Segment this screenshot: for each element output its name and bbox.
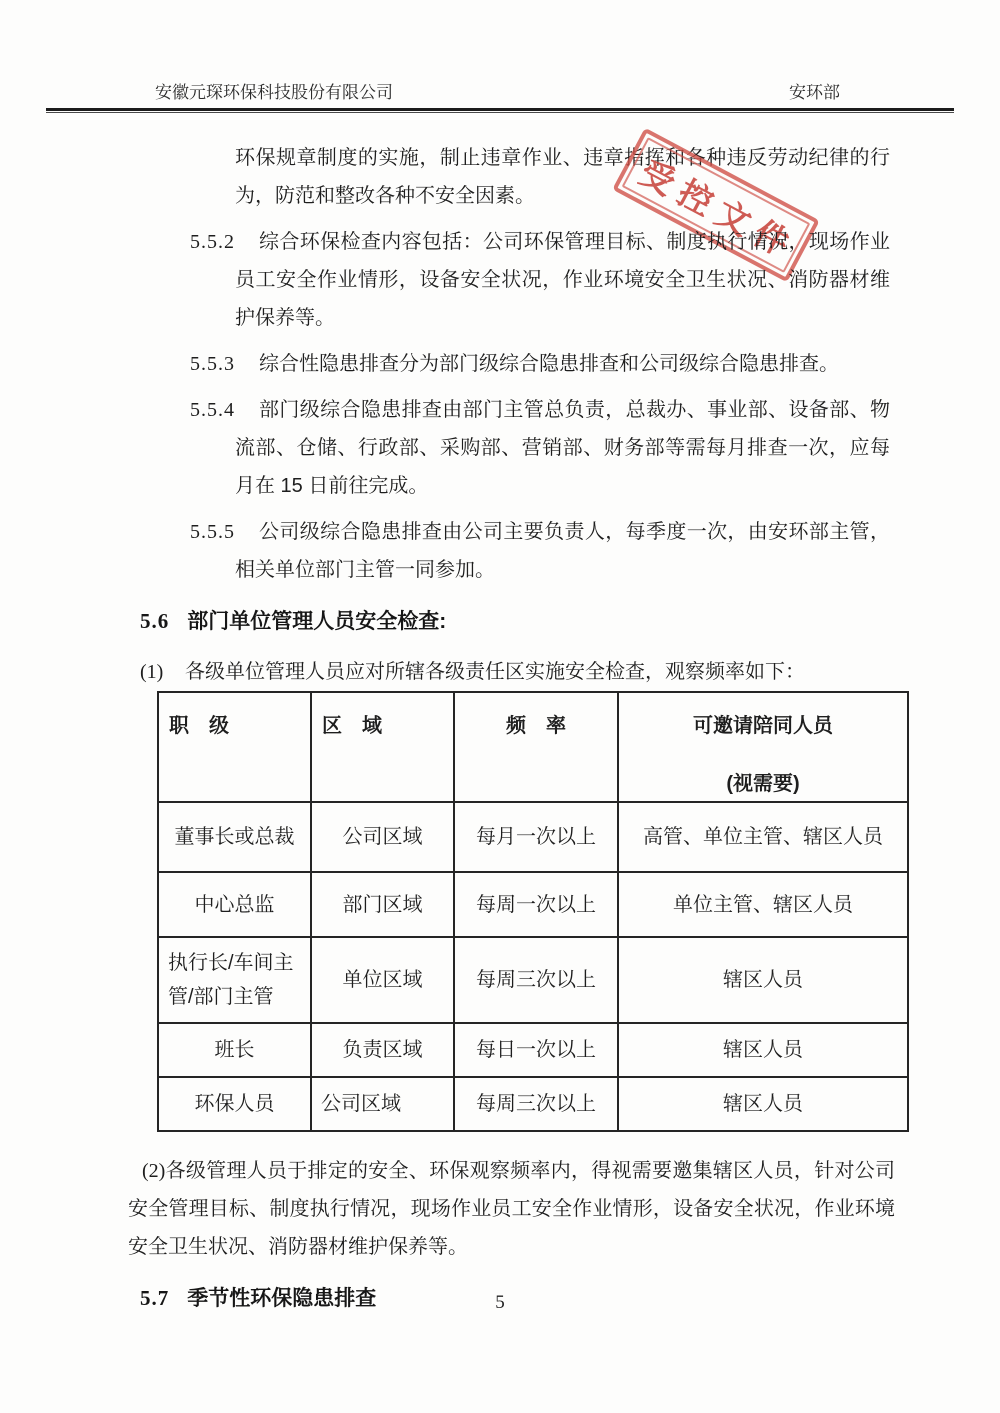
cell-frequency: 每月一次以上 — [454, 802, 618, 872]
cell-rank: 中心总监 — [158, 872, 311, 937]
cell-companions: 辖区人员 — [618, 937, 908, 1023]
clause-5-5-2 — [190, 223, 890, 337]
cell-rank: 董事长或总裁 — [158, 802, 311, 872]
header-cell-frequency: 频 率 — [454, 692, 618, 802]
cell-frequency: 每周一次以上 — [454, 872, 618, 937]
section-title: 季节性环保隐患排查 — [187, 1287, 377, 1310]
clause-5-5-4 — [190, 391, 890, 505]
list-item-2 — [128, 1152, 895, 1266]
clause-5-5-5 — [190, 513, 890, 589]
cell-companions: 辖区人员 — [618, 1023, 908, 1077]
clause-text: 公司级综合隐患排查由公司主要负责人，每季度一次，由安环部主管，相关单位部门主管一同参加。 — [235, 521, 890, 581]
cell-frequency: 每周三次以上 — [454, 937, 618, 1023]
cell-rank: 环保人员 — [158, 1077, 311, 1131]
cell-area: 部门区域 — [311, 872, 454, 937]
header-cell-rank: 职 级 — [158, 692, 311, 802]
header-cell-area: 区 域 — [311, 692, 454, 802]
list-text: 各级管理人员于排定的安全、环保观察频率内，得视需要邀集辖区人员，针对公司安全管理目标、制度执行情况，现场作业员工安全作业情形，设备安全状况，作业环境安全卫生状况、消防器材维护保养等。 — [128, 1160, 895, 1258]
table-row — [158, 1023, 908, 1077]
department-name: 安环部 — [789, 83, 840, 102]
page-number: 5 — [495, 1292, 505, 1313]
clause-number: 5.5.5 — [190, 521, 235, 543]
section-number: 5.7 — [140, 1286, 170, 1310]
cell-area: 公司区域 — [311, 1077, 454, 1131]
clause-text: 综合性隐患排查分为部门级综合隐患排查和公司级综合隐患排查。 — [259, 353, 839, 375]
header-companions-line1: 可邀请陪同人员 — [693, 715, 833, 737]
clause-5-5-3 — [190, 345, 890, 383]
company-name: 安徽元琛环保科技股份有限公司 — [155, 83, 393, 102]
clause-number: 5.5.3 — [190, 353, 235, 375]
table-row — [158, 802, 908, 872]
cell-area: 公司区域 — [311, 802, 454, 872]
cell-rank: 执行长/车间主管/部门主管 — [158, 937, 311, 1023]
cell-area: 负责区域 — [311, 1023, 454, 1077]
list-item-1 — [140, 653, 890, 691]
clause-number: 5.5.4 — [190, 399, 235, 421]
table-header-row — [158, 692, 908, 802]
list-marker: (2) — [142, 1160, 166, 1182]
table-row — [158, 937, 908, 1023]
list-text: 各级单位管理人员应对所辖各级责任区实施安全检查，观察频率如下： — [185, 661, 805, 683]
clause-text: 部门级综合隐患排查由部门主管总负责，总裁办、事业部、设备部、物流部、仓储、行政部、采购部、营销部、财务部等需每月排查一次，应每月在 15 日前往完成。 — [235, 399, 890, 497]
section-title: 部门单位管理人员安全检查: — [187, 610, 447, 633]
document-header — [0, 0, 1000, 108]
header-companions-line2: (视需要) — [726, 773, 800, 795]
header-cell-companions — [618, 692, 908, 802]
cell-companions: 单位主管、辖区人员 — [618, 872, 908, 937]
clause-number: 5.5.2 — [190, 231, 235, 253]
cell-frequency: 每日一次以上 — [454, 1023, 618, 1077]
header-divider — [46, 108, 954, 113]
section-heading-5-6 — [140, 605, 890, 635]
table-row — [158, 872, 908, 937]
cell-area: 单位区域 — [311, 937, 454, 1023]
inspection-frequency-table — [157, 691, 909, 1132]
cell-frequency: 每周三次以上 — [454, 1077, 618, 1131]
table-row — [158, 1077, 908, 1131]
list-marker: (1) — [140, 661, 164, 683]
cell-companions: 高管、单位主管、辖区人员 — [618, 802, 908, 872]
stamp-text: 受控文件 — [633, 153, 804, 268]
intro-paragraph: 环保规章制度的实施，制止违章作业、违章指挥和各种违反劳动纪律的行为，防范和整改各种不安全因素。 — [235, 147, 890, 207]
cell-companions: 辖区人员 — [618, 1077, 908, 1131]
section-number: 5.6 — [140, 609, 170, 633]
cell-rank: 班长 — [158, 1023, 311, 1077]
clause-text: 综合环保检查内容包括：公司环保管理目标、制度执行情况，现场作业员工安全作业情形，设备安全状况，作业环境安全卫生状况、消防器材维护保养等。 — [235, 231, 890, 329]
